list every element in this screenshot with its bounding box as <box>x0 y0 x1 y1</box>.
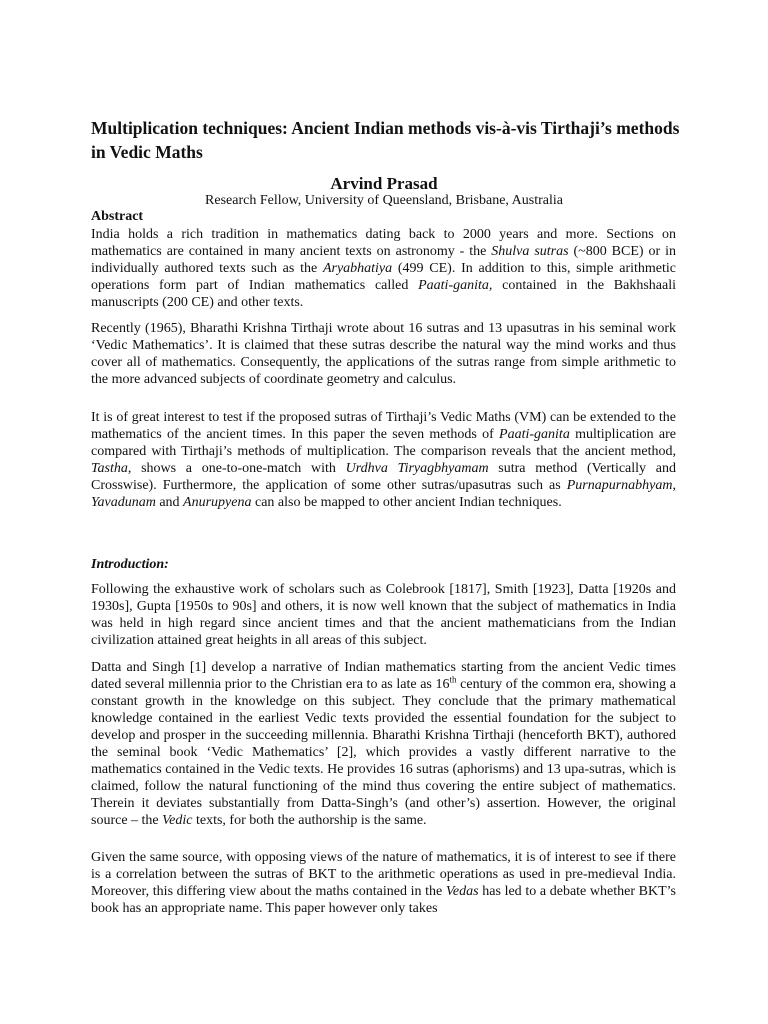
italic-term: Urdhva Tiryagbhyamam <box>345 461 489 476</box>
introduction-paragraph <box>91 659 676 829</box>
superscript: th <box>449 674 457 685</box>
text-run: , <box>672 478 676 493</box>
text-run: century of the common era, showing a constant growth in the knowledge on this subject. They conclude that the primary mathematical knowledge contained in the earliest Vedic texts provided the essential foundation for the subject to develop and prosper in the succeeding millennia. Bharathi Krishna Tirthaji (henceforth BKT), authored the seminal book ‘Vedic Mathematics’ [2], which provides a vastly different narrative to the mathematics contained in the Vedic texts. He provides 16 sutras (aphorisms) and 13 upa-sutras, which is claimed, follow the natural functioning of the mind thus covering the entire subject of mathematics. Therein it deviates substantially from Datta-Singh’s (and other’s) assertion. However, the original source – the <box>91 677 676 828</box>
italic-term: Yavadunam <box>91 495 156 510</box>
text-run: Datta and Singh [1] develop a narrative of Indian mathematics starting from the ancient Vedic times dated several millennia prior to the Christian era to as late as 16 <box>91 660 676 692</box>
text-run: Recently (1965), Bharathi Krishna Tirthaji wrote about 16 sutras and 13 upasutras in his seminal work ‘Vedic Mathematics’. It is claimed that these sutras describe the natural way the mind works and thus cover all of mathematics. Consequently, the applications of the sutras range from simple arithmetic to the more advanced subjects of coordinate geometry and calculus. <box>91 321 676 387</box>
text-run: It is of great interest to test if the proposed sutras of Tirthaji’s Vedic Maths (VM) can be extended to the mathematics of the ancient times. In this paper the seven methods of <box>91 410 676 442</box>
italic-term: Vedas <box>445 884 479 899</box>
abstract-paragraph <box>91 226 676 311</box>
text-run: and <box>155 495 184 510</box>
italic-term: Shulva sutras <box>491 244 569 259</box>
introduction-paragraph <box>91 849 676 917</box>
text-run: (~800 BCE) or in individually authored texts such as the <box>91 244 676 276</box>
text-run: texts, for both the authorship is the same. <box>192 813 427 828</box>
text-run: multiplication are compared with Tirthaji’s methods of multiplication. The comparison reveals that the ancient method, <box>91 427 676 459</box>
author-affiliation: Research Fellow, University of Queensland, Brisbane, Australia <box>205 193 563 208</box>
text-run: India holds a rich tradition in mathematics dating back to 2000 years and more. Sections on mathematics are contained in many ancient texts on astronomy - the <box>91 227 676 259</box>
text-run: has led to a debate whether BKT’s book has an appropriate name. This paper however only takes <box>91 884 677 916</box>
text-run: contained in the Bakhshaali manuscripts (200 CE) and other texts. <box>91 278 676 310</box>
paper-title: Multiplication techniques: Ancient Indian methods vis-à-vis Tirthaji’s methods in Vedic Maths <box>91 118 680 162</box>
italic-term: Aryabhatiya <box>322 261 393 276</box>
introduction-paragraph <box>91 581 676 649</box>
italic-term: Anurupyena <box>183 495 252 510</box>
italic-term: Paati-ganita <box>499 427 570 442</box>
text-run: , shows a one-to-one-match with <box>127 461 346 476</box>
abstract-heading: Abstract <box>91 209 144 224</box>
italic-term: Purnapurnabhyam <box>566 478 673 493</box>
italic-term: Paati-ganita, <box>418 278 493 293</box>
text-run: Following the exhaustive work of scholars such as Colebrook [1817], Smith [1923], Datta [1920s and 1930s], Gupta [1950s to 90s] and others, it is now well known that the subject of mathematics in India was held in high regard since ancient times and that the ancient mathematicians from the Indian civilization attained great heights in all areas of this subject. <box>91 582 676 648</box>
text-run: Given the same source, with opposing views of the nature of mathematics, it is of interest to see if there is a correlation between the sutras of BKT to the arithmetic operations as used in pre-medieval India. Moreover, this differing view about the maths contained in the <box>91 850 676 899</box>
text-run: can also be mapped to other ancient Indian techniques. <box>251 495 562 510</box>
abstract-paragraph <box>91 409 676 511</box>
abstract-paragraph <box>91 320 676 388</box>
introduction-heading: Introduction: <box>91 557 169 572</box>
author-name: Arvind Prasad <box>330 174 438 193</box>
italic-term: Vedic <box>162 813 193 828</box>
text-run: (499 CE). In addition to this, simple arithmetic operations form part of Indian mathematics called <box>91 261 676 293</box>
text-run: sutra method (Vertically and Crosswise). Furthermore, the application of some other sutras/upasutras such as <box>91 461 676 493</box>
italic-term: Tastha <box>91 461 128 476</box>
